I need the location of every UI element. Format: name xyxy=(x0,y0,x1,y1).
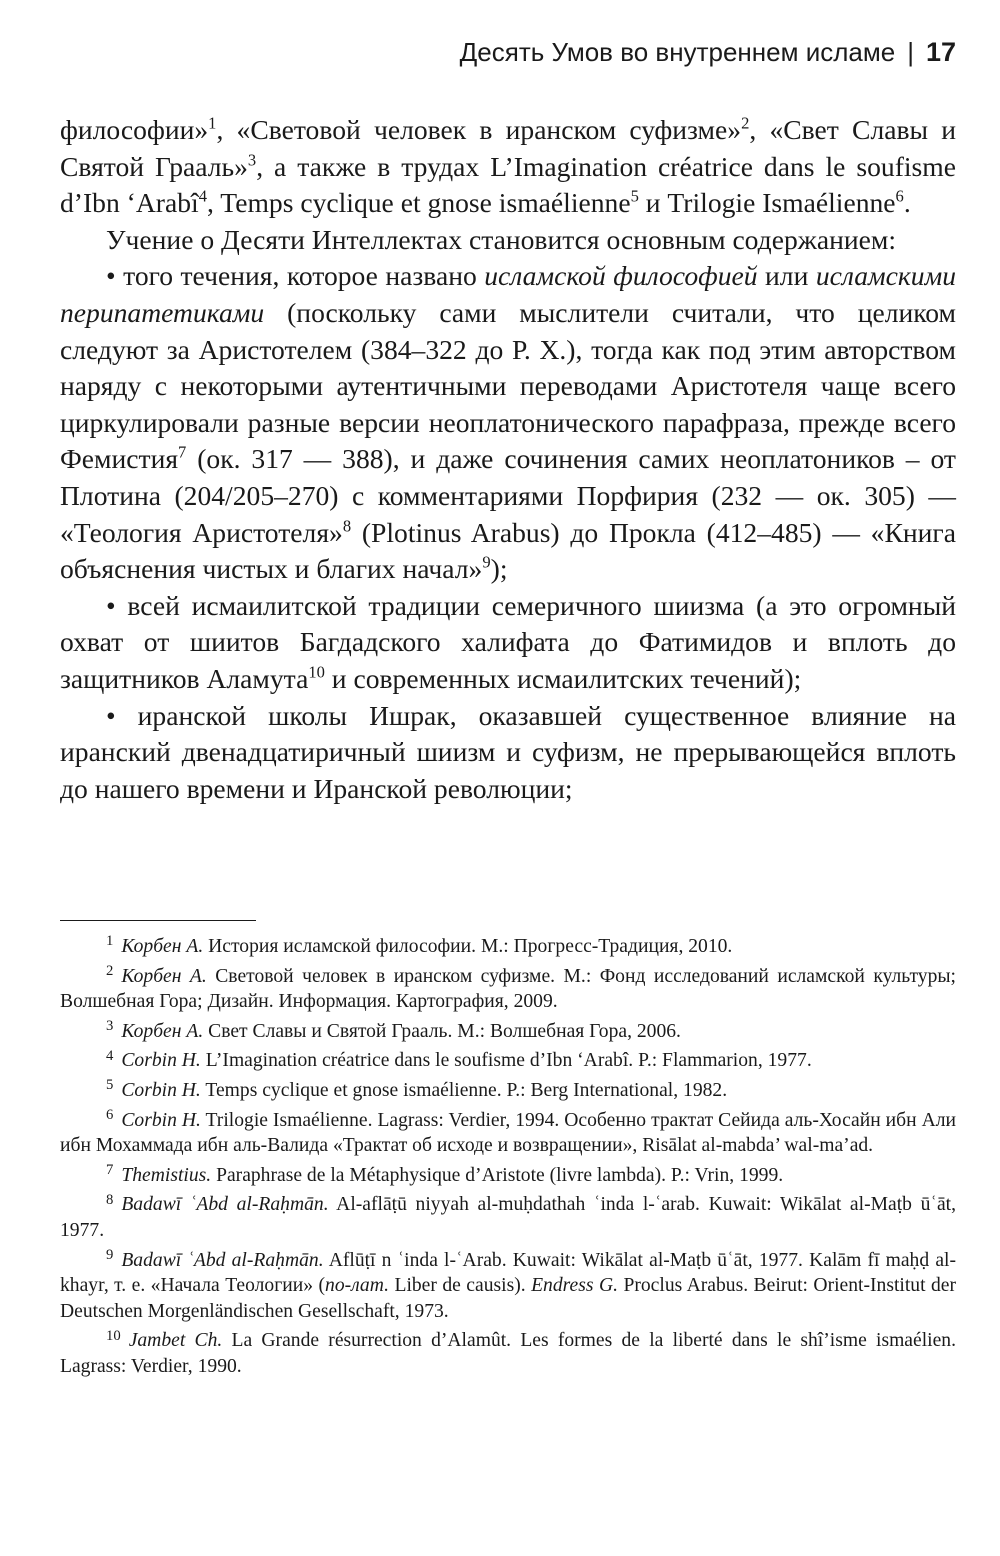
footnote-4: $^4$ Corbin H. L’Imagination créatrice dans le soufisme d’Ibn ‘Arabî. P.: Flammarion, 1977. xyxy=(106,1047,812,1072)
header-separator: | xyxy=(907,36,914,67)
footnote-ref-5: 5 xyxy=(630,186,639,206)
footnote-7: $^7$ Themistius. Paraphrase de la Métaphysique d’Aristote (livre lambda). P.: Vrin, 1999. xyxy=(106,1162,784,1186)
footnote-ref-3: 3 xyxy=(247,149,257,169)
running-title: Десять Умов во внутреннем исламе xyxy=(459,36,896,67)
footnote-ref-1: 1 xyxy=(208,113,217,133)
page-number: 17 xyxy=(925,36,956,67)
footnote-2: $^2$ Корбен А. Световой человек в иранском суфизме. М.: Фонд исследований исламской культуры; Волшебная Гора; Дизайн. Информация. Картография, 2009. xyxy=(60,962,956,1013)
footnote-6: $^6$ Corbin H. Trilogie Ismaélienne. Lagrass: Verdier, 1994. Особенно трактат Сейида аль-Хосайн ибн Али ибн Мохаммада ибн аль-Валида «Трактат об исходе и возвращении», Risālat al-mabda’ wal-ma’ad. xyxy=(60,1106,956,1157)
footnote-ref-2: 2 xyxy=(741,113,750,133)
footnote-1: $^1$ Корбен А. История исламской философии. М.: Прогресс-Традиция, 2010. xyxy=(106,933,733,957)
bullet-1: • того течения, которое названо исламской философией или исламскими перипатетиками (поскольку сами мыслители считали, что целиком следуют за Аристотелем (384–322 до Р. Х.), тогда как под этим авторством наряду с некоторыми аутентичными переводами Аристотеля чаще всего циркулировали разные версии неоплатонического парафраза, прежде всего Фемистия$^7$ (ок. 317 — 388), и даже сочинения самих неоплатоников – от Плотина (204/205–270) с комментариями Порфирия (232 — ок. 305) — «Теология Аристотеля»$^8$ (Plotinus Arabus) до Прокла (412–485) — «Книга объяснения чистых и благих начал»$^9$); xyxy=(60,260,956,585)
footnote-rule xyxy=(60,920,256,921)
footnote-ref-9: 9 xyxy=(482,552,491,572)
footnote-9: $^9$ Badawī ʿAbd al-Raḥmān. Aflūṭī n ʿinda l-ʿArab. Kuwait: Wikālat al-Maṭb ūʿāt, 1977. Kalām fī maḥḍ al-khayr, т. е. «Начала Теологии» (по-лат. Liber de causis). Endress G. Proclus Arabus. Beirut: Orient-Institut der Deutschen Morgenländischen Gesellschaft, 1973. xyxy=(60,1246,957,1322)
footnote-ref-4: 4 xyxy=(198,186,207,206)
footnote-3: $^3$ Корбен А. Свет Славы и Святой Грааль. М.: Волшебная Гора, 2006. xyxy=(106,1018,681,1042)
footnote-10: $^{10}$ Jambet Ch. La Grande résurrection d’Alamût. Les formes de la liberté dans le shî’isme ismaélien. Lagrass: Verdier, 1990. xyxy=(60,1327,956,1377)
footnote-ref-6: 6 xyxy=(895,186,904,206)
main-text xyxy=(60,112,956,807)
footnotes xyxy=(60,934,956,1384)
footnote-ref-7: 7 xyxy=(178,442,187,462)
footnote-5: $^5$ Corbin H. Temps cyclique et gnose ismaélienne. P.: Berg International, 1982. xyxy=(106,1077,728,1101)
bullet-3: • иранской школы Ишрак, оказавшей существенное влияние на иранский двенадцатиричный шиизм и суфизм, не прерывающейся вплоть до нашего времени и Иранской революции; xyxy=(60,699,956,804)
paragraph-1: философии»$^1$, «Световой человек в иранском суфизме»$^2$, «Свет Славы и Святой Грааль»$^3$, а также в трудах L’Imagination créatrice dans le soufisme d’Ibn ‘Arabî$^4$, Temps cyclique et gnose ismaélienne$^5$ и Trilogie Ismaélienne$^6$. xyxy=(60,113,957,219)
bullet-2: • всей исмаилитской традиции семеричного шиизма (а это огромный охват от шиитов Багдадского халифата до Фатимидов и вплоть до защитников Аламута$^{10}$ и современных исмаилитских течений); xyxy=(60,589,956,694)
footnote-8: $^8$ Badawī ʿAbd al-Raḥmān. Al-aflāṭū niyyah al-muḥdathah ʿinda l-ʿarab. Kuwait: Wikālat al-Maṭb ūʿāt, 1977. xyxy=(60,1191,956,1241)
running-header xyxy=(60,28,956,76)
footnote-ref-10: 10 xyxy=(308,662,325,682)
footnote-ref-8: 8 xyxy=(342,515,352,535)
paragraph-2: Учение о Десяти Интеллектах становится основным содержанием: xyxy=(106,223,896,255)
